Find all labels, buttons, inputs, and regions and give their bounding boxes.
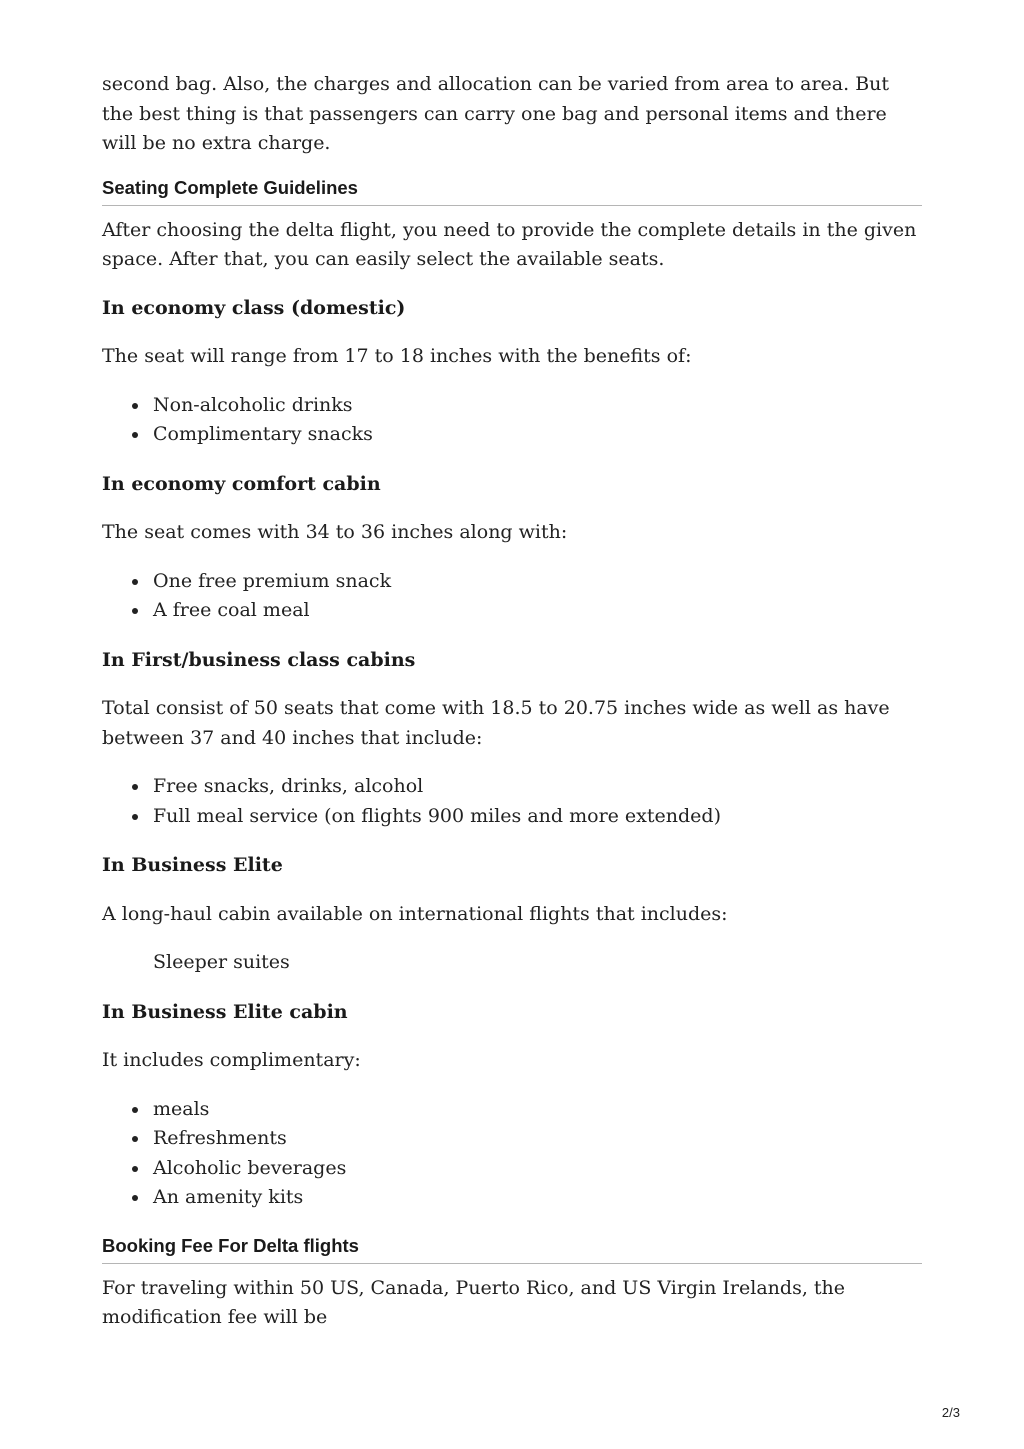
- economy-comfort-paragraph: The seat comes with 34 to 36 inches along with:: [102, 521, 568, 543]
- list-item: Free snacks, drinks, alcohol: [153, 772, 922, 802]
- intro-paragraph: second bag. Also, the charges and allocation can be varied from area to area. But the best thing is that passengers can carry one bag and personal items and there will be no extra charge.: [102, 73, 890, 154]
- list-item: Full meal service (on flights 900 miles and more extended): [153, 802, 922, 832]
- seating-heading: Seating Complete Guidelines: [102, 175, 922, 206]
- first-business-paragraph: Total consist of 50 seats that come with 18.5 to 20.75 inches wide as well as have between 37 and 40 inches that include:: [102, 697, 890, 749]
- business-elite-item: Sleeper suites: [153, 951, 290, 973]
- list-item: Refreshments: [153, 1124, 922, 1154]
- business-elite-cabin-heading: In Business Elite cabin: [102, 1000, 348, 1023]
- list-item: meals: [153, 1095, 922, 1125]
- economy-domestic-list: [102, 391, 922, 450]
- booking-fee-paragraph: For traveling within 50 US, Canada, Puerto Rico, and US Virgin Irelands, the modification fee will be: [102, 1276, 846, 1328]
- list-item: A free coal meal: [153, 596, 922, 626]
- list-item: An amenity kits: [153, 1183, 922, 1213]
- business-elite-cabin-list: [102, 1095, 922, 1213]
- business-elite-paragraph: A long-haul cabin available on international flights that includes:: [102, 902, 728, 925]
- list-item: Non-alcoholic drinks: [153, 391, 922, 421]
- economy-comfort-heading: In economy comfort cabin: [102, 472, 381, 495]
- seating-paragraph: After choosing the delta flight, you need to provide the complete details in the given space. After that, you can easily select the available seats.: [102, 218, 917, 270]
- page-number: 2/3: [941, 1405, 960, 1420]
- economy-domestic-heading: In economy class (domestic): [102, 296, 406, 319]
- document-page: [102, 70, 922, 1352]
- economy-comfort-list: [102, 567, 922, 626]
- economy-domestic-paragraph: The seat will range from 17 to 18 inches with the benefits of:: [102, 345, 692, 367]
- business-elite-cabin-paragraph: It includes complimentary:: [102, 1049, 361, 1071]
- booking-fee-heading: Booking Fee For Delta flights: [102, 1233, 922, 1264]
- first-business-list: [102, 772, 922, 831]
- first-business-heading: In First/business class cabins: [102, 648, 416, 671]
- list-item: One free premium snack: [153, 567, 922, 597]
- list-item: Complimentary snacks: [153, 420, 922, 450]
- list-item: Alcoholic beverages: [153, 1154, 922, 1184]
- business-elite-heading: In Business Elite: [102, 854, 283, 876]
